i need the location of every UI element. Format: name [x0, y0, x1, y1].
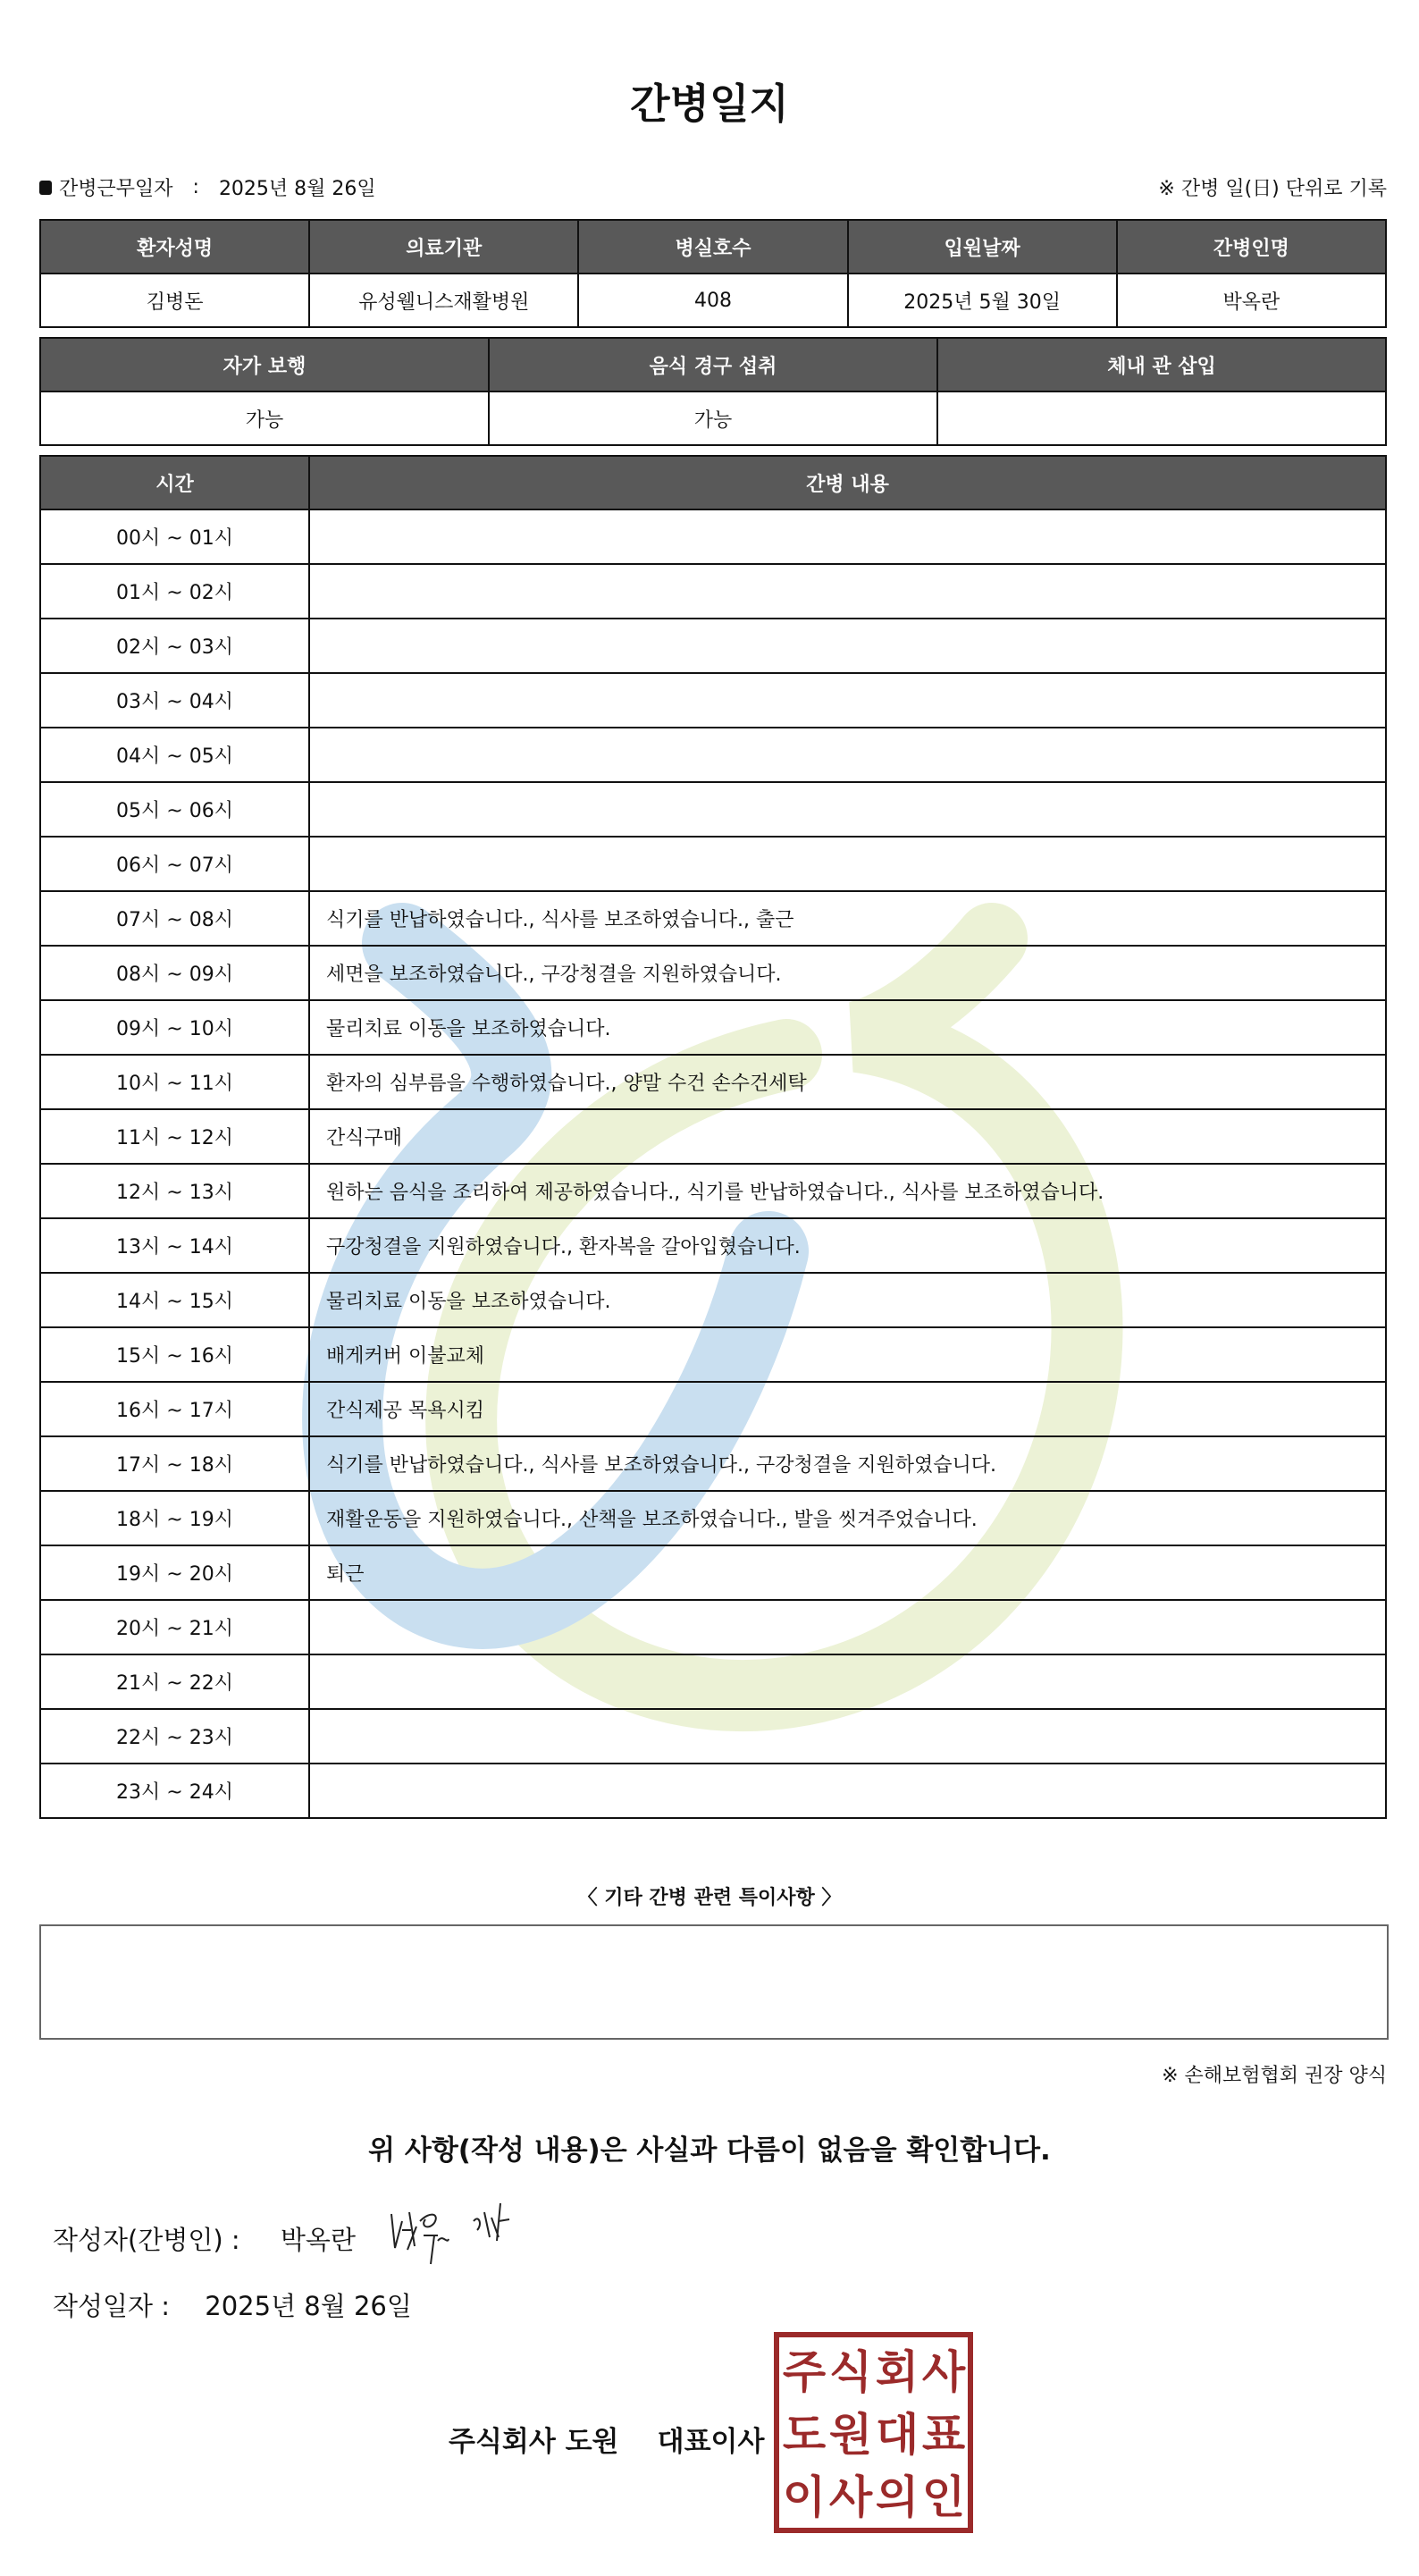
- seal-char: 의: [875, 2471, 919, 2523]
- care-content: 물리치료 이동을 보조하였습니다.: [309, 1000, 1386, 1055]
- care-time: 16시 ~ 17시: [40, 1382, 309, 1436]
- seal-char: 사: [828, 2471, 873, 2523]
- care-content: [309, 619, 1386, 673]
- care-row: [40, 1055, 1386, 1109]
- care-content: [309, 1654, 1386, 1709]
- care-content: 배게커버 이불교체: [309, 1327, 1386, 1382]
- seal-char: 사: [921, 2346, 966, 2398]
- care-row: [40, 1273, 1386, 1327]
- confirmation-statement: 위 사항(작성 내용)은 사실과 다름이 없음을 확인합니다.: [368, 2134, 1051, 2167]
- seal-char: 원: [828, 2409, 873, 2461]
- care-time: 21시 ~ 22시: [40, 1654, 309, 1709]
- care-content: [309, 1709, 1386, 1764]
- care-time: 19시 ~ 20시: [40, 1545, 309, 1600]
- care-row: [40, 564, 1386, 619]
- care-row: [40, 728, 1386, 782]
- seal-char: 표: [921, 2409, 966, 2461]
- notes-title: 〈 기타 간병 관련 특이사항 〉: [577, 1887, 842, 1909]
- care-row: [40, 1491, 1386, 1545]
- notes-box: [39, 1924, 1389, 2040]
- care-content: 식기를 반납하였습니다., 식사를 보조하였습니다., 구강청결을 지원하였습니다.: [309, 1436, 1386, 1491]
- care-row: [40, 1109, 1386, 1164]
- care-content: 재활운동을 지원하였습니다., 산책을 보조하였습니다., 발을 씻겨주었습니다.: [309, 1491, 1386, 1545]
- care-content: 퇴근: [309, 1545, 1386, 1600]
- company-representative: 주식회사 도원 대표이사: [449, 2426, 765, 2458]
- header-time: 시간: [40, 456, 309, 509]
- care-content: [309, 509, 1386, 564]
- written-date-value: 2025년 8월 26일: [205, 2291, 412, 2321]
- care-content: 환자의 심부름을 수행하였습니다., 양말 수건 손수건세탁: [309, 1055, 1386, 1109]
- care-row: [40, 1000, 1386, 1055]
- care-time: 14시 ~ 15시: [40, 1273, 309, 1327]
- seal-char: 이: [782, 2471, 827, 2523]
- header-caregiver: 간병인명: [1117, 220, 1386, 274]
- oral-intake-value: 가능: [489, 391, 937, 445]
- room-number: 408: [578, 274, 847, 327]
- care-row: [40, 1382, 1386, 1436]
- care-content: [309, 782, 1386, 837]
- care-content: 원하는 음식을 조리하여 제공하였습니다., 식기를 반납하였습니다., 식사를 보조하였습니다.: [309, 1164, 1386, 1218]
- care-row: [40, 1164, 1386, 1218]
- care-time: 06시 ~ 07시: [40, 837, 309, 891]
- seal-char: 회: [875, 2346, 919, 2398]
- page-title: 간병일지: [630, 80, 789, 128]
- care-row: [40, 891, 1386, 946]
- care-row: [40, 1600, 1386, 1654]
- care-row: [40, 782, 1386, 837]
- status-table: [39, 337, 1387, 446]
- care-time: 20시 ~ 21시: [40, 1600, 309, 1654]
- written-date: [53, 2286, 412, 2323]
- work-date: [39, 173, 376, 201]
- seal-char: 도: [782, 2409, 827, 2461]
- care-time: 01시 ~ 02시: [40, 564, 309, 619]
- care-time: 03시 ~ 04시: [40, 673, 309, 728]
- care-time: 10시 ~ 11시: [40, 1055, 309, 1109]
- care-table: [39, 455, 1387, 1819]
- admission-date: 2025년 5월 30일: [848, 274, 1117, 327]
- care-time: 23시 ~ 24시: [40, 1764, 309, 1818]
- seal-char: 식: [828, 2346, 873, 2398]
- signature: [384, 2194, 545, 2266]
- care-time: 11시 ~ 12시: [40, 1109, 309, 1164]
- walking-value: 가능: [40, 391, 489, 445]
- care-content: 간식구매: [309, 1109, 1386, 1164]
- work-date-value: 2025년 8월 26일: [218, 178, 376, 200]
- care-content: 세면을 보조하였습니다., 구강청결을 지원하였습니다.: [309, 946, 1386, 1000]
- care-time: 17시 ~ 18시: [40, 1436, 309, 1491]
- header-admission-date: 입원날짜: [848, 220, 1117, 274]
- care-content: [309, 673, 1386, 728]
- care-time: 22시 ~ 23시: [40, 1709, 309, 1764]
- care-content: 간식제공 목욕시킴: [309, 1382, 1386, 1436]
- care-time: 18시 ~ 19시: [40, 1491, 309, 1545]
- care-row: [40, 673, 1386, 728]
- care-row: [40, 1709, 1386, 1764]
- care-row: [40, 619, 1386, 673]
- tube-value: [937, 391, 1386, 445]
- care-content: [309, 728, 1386, 782]
- header-hospital: 의료기관: [309, 220, 578, 274]
- form-note: ※ 손해보험협회 권장 양식: [1162, 2065, 1387, 2087]
- care-content: [309, 837, 1386, 891]
- writer-name: 박옥란: [280, 2225, 356, 2255]
- hospital: 유성웰니스재활병원: [309, 274, 578, 327]
- care-time: 05시 ~ 06시: [40, 782, 309, 837]
- header-walking: 자가 보행: [40, 338, 489, 391]
- patient-name: 김병돈: [40, 274, 309, 327]
- care-time: 08시 ~ 09시: [40, 946, 309, 1000]
- writer-label: 작성자(간병인) :: [53, 2225, 240, 2255]
- care-content: 구강청결을 지원하였습니다., 환자복을 갈아입혔습니다.: [309, 1218, 1386, 1273]
- care-row: [40, 837, 1386, 891]
- care-time: 13시 ~ 14시: [40, 1218, 309, 1273]
- bullet-icon: [39, 181, 52, 195]
- care-content: 물리치료 이동을 보조하였습니다.: [309, 1273, 1386, 1327]
- written-date-label: 작성일자 :: [53, 2291, 171, 2321]
- care-row: [40, 1218, 1386, 1273]
- care-row: [40, 946, 1386, 1000]
- header-oral-intake: 음식 경구 섭취: [489, 338, 937, 391]
- care-content: 식기를 반납하였습니다., 식사를 보조하였습니다., 출근: [309, 891, 1386, 946]
- care-content: [309, 1764, 1386, 1818]
- header-room: 병실호수: [578, 220, 847, 274]
- record-note: ※ 간병 일(日) 단위로 기록: [1158, 178, 1387, 200]
- care-time: 07시 ~ 08시: [40, 891, 309, 946]
- caregiver-name: 박옥란: [1117, 274, 1386, 327]
- care-time: 02시 ~ 03시: [40, 619, 309, 673]
- header-tube: 체내 관 삽입: [937, 338, 1386, 391]
- seal-char: 인: [921, 2471, 966, 2523]
- work-date-label: 간병근무일자: [59, 178, 173, 200]
- care-row: [40, 509, 1386, 564]
- care-content: [309, 1600, 1386, 1654]
- company-seal: [774, 2332, 973, 2533]
- writer: [53, 2220, 356, 2257]
- care-time: 04시 ~ 05시: [40, 728, 309, 782]
- care-row: [40, 1764, 1386, 1818]
- care-time: 12시 ~ 13시: [40, 1164, 309, 1218]
- care-row: [40, 1545, 1386, 1600]
- care-row: [40, 1327, 1386, 1382]
- header-care-content: 간병 내용: [309, 456, 1386, 509]
- care-content: [309, 564, 1386, 619]
- seal-char: 주: [782, 2346, 827, 2398]
- work-date-separator: :: [192, 176, 199, 198]
- care-time: 00시 ~ 01시: [40, 509, 309, 564]
- care-row: [40, 1654, 1386, 1709]
- seal-char: 대: [875, 2409, 919, 2461]
- patient-table: [39, 219, 1387, 328]
- header-patient-name: 환자성명: [40, 220, 309, 274]
- care-time: 09시 ~ 10시: [40, 1000, 309, 1055]
- care-time: 15시 ~ 16시: [40, 1327, 309, 1382]
- care-row: [40, 1436, 1386, 1491]
